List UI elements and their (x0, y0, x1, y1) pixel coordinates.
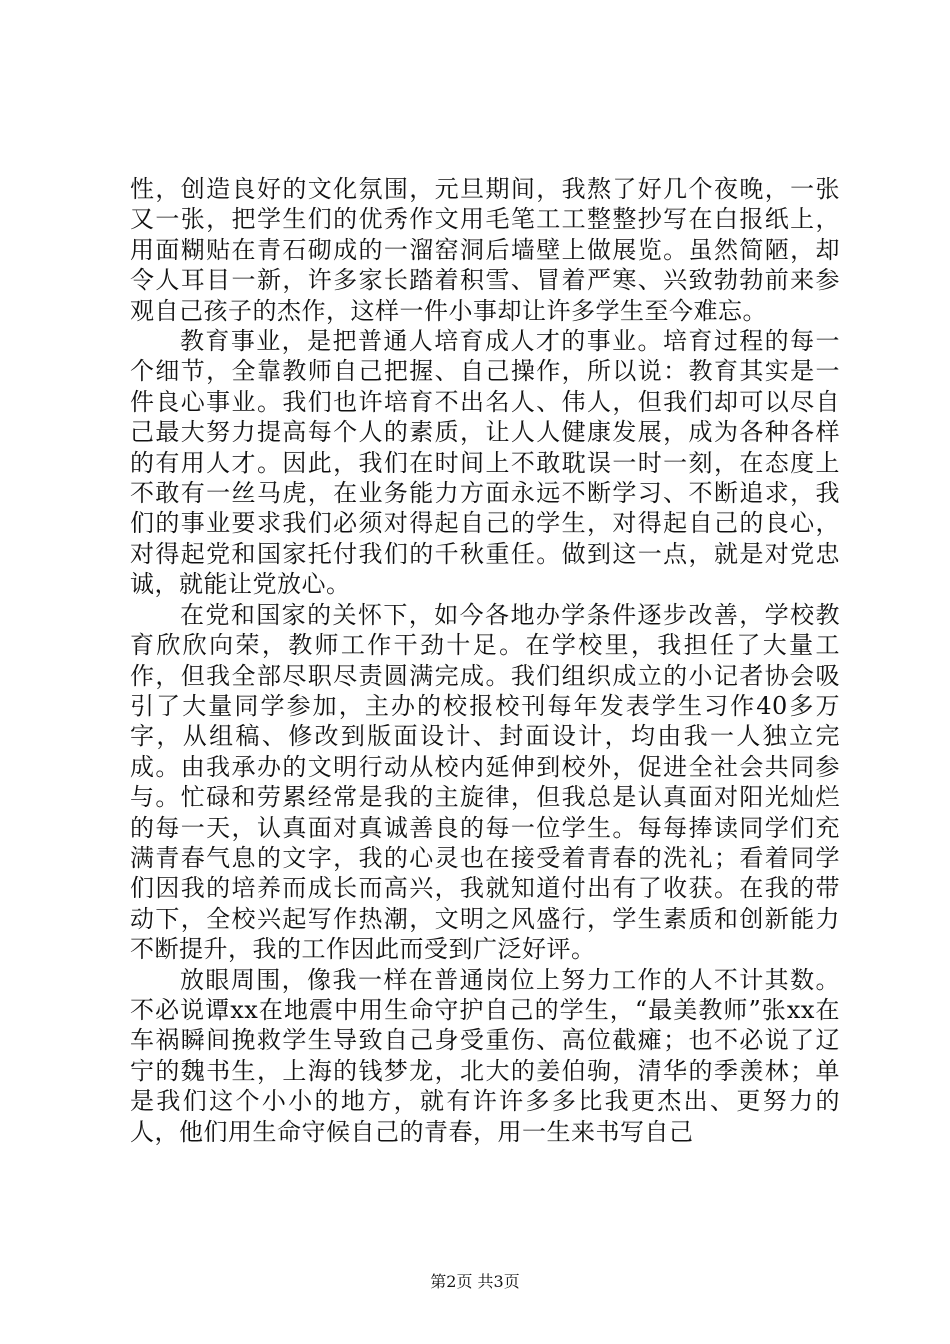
paragraph-4: 放眼周围，像我一样在普通岗位上努力工作的人不计其数。不必说谭xx在地震中用生命守护自己的学生，“最美教师”张xx在车祸瞬间挽救学生导致自己身受重伤、高位截瘫；也不必说了辽宁的魏书生，上海的钱梦龙，北大的姜伯驹，清华的季羡林；单是我们这个小小的地方，就有许许多多比我更杰出、更努力的人，他们用生命守候自己的青春，用一生来书写自己 (130, 965, 840, 1146)
document-body (130, 174, 840, 1147)
paragraph-3: 在党和国家的关怀下，如今各地办学条件逐步改善，学校教育欣欣向荣，教师工作干劲十足。在学校里，我担任了大量工作，但我全部尽职尽责圆满完成。我们组织成立的小记者协会吸引了大量同学参加，主办的校报校刊每年发表学生习作40多万字，从组稿、修改到版面设计、封面设计，均由我一人独立完成。由我承办的文明行动从校内延伸到校外，促进全社会共同参与。忙碌和劳累经常是我的主旋律，但我总是认真面对阳光灿烂的每一天，认真面对真诚善良的每一位学生。每每捧读同学们充满青春气息的文字，我的心灵也在接受着青春的洗礼；看着同学们因我的培养而成长而高兴，我就知道付出有了收获。在我的带动下，全校兴起写作热潮，文明之风盛行，学生素质和创新能力不断提升，我的工作因此而受到广泛好评。 (130, 600, 840, 964)
paragraph-1: 性，创造良好的文化氛围，元旦期间，我熬了好几个夜晚，一张又一张，把学生们的优秀作文用毛笔工工整整抄写在白报纸上，用面糊贴在青石砌成的一溜窑洞后墙壁上做展览。虽然简陋，却令人耳目一新，许多家长踏着积雪、冒着严寒、兴致勃勃前来参观自己孩子的杰作，这样一件小事却让许多学生至今难忘。 (130, 175, 840, 325)
paragraph-2: 教育事业，是把普通人培育成人才的事业。培育过程的每一个细节，全靠教师自己把握、自己操作，所以说：教育其实是一件良心事业。我们也许培育不出名人、伟人，但我们却可以尽自己最大努力提高每个人的素质，让人人健康发展，成为各种各样的有用人才。因此，我们在时间上不敢耽误一时一刻，在态度上不敢有一丝马虎，在业务能力方面永远不断学习、不断追求，我们的事业要求我们必须对得起自己的学生，对得起自己的良心，对得起党和国家托付我们的千秋重任。做到这一点，就是对党忠诚，就能让党放心。 (130, 327, 840, 599)
page-number-footer: 第2页 共3页 (430, 1272, 520, 1291)
